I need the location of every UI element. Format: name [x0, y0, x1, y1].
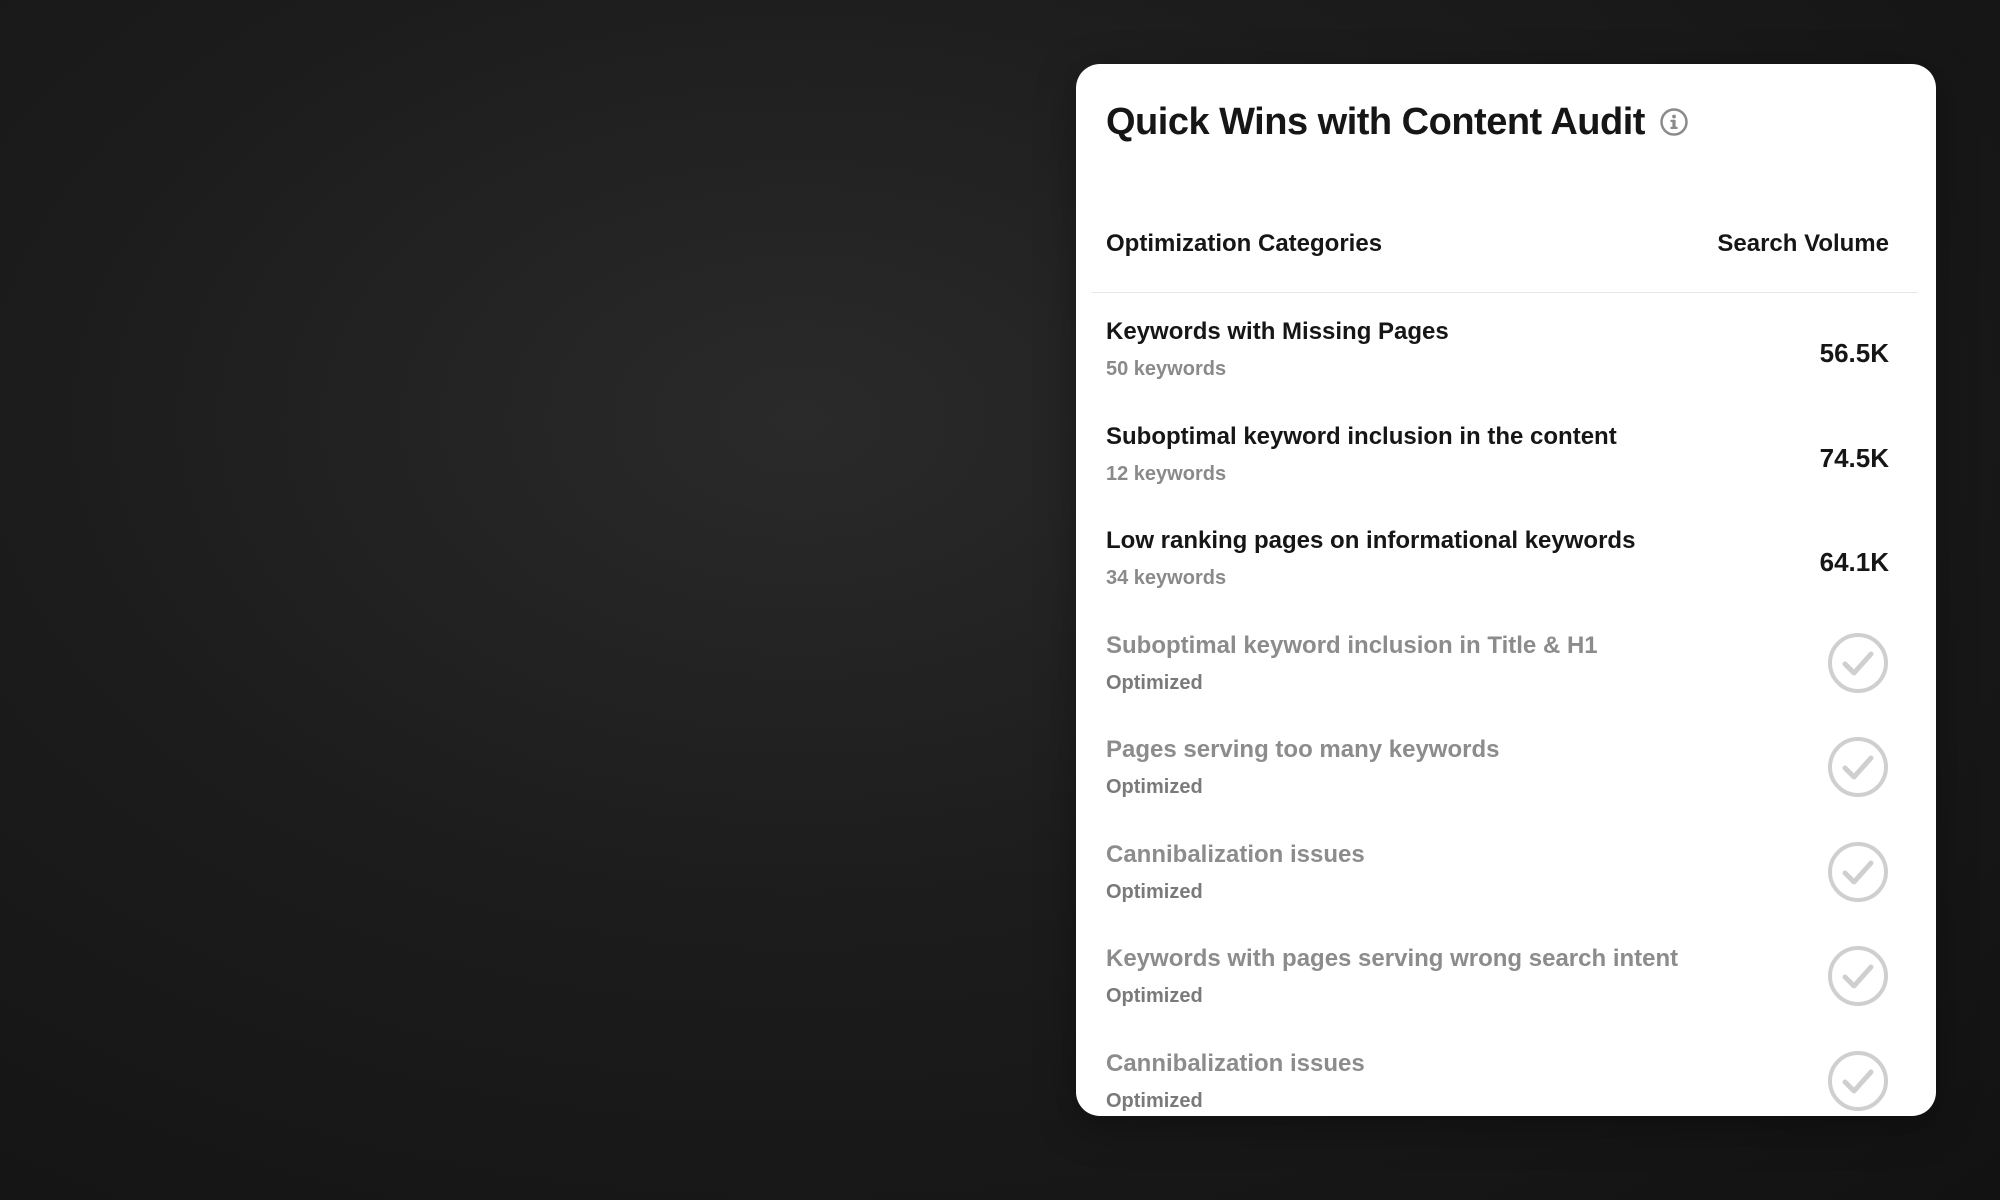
row-title: Suboptimal keyword inclusion in the content	[1106, 422, 1617, 450]
row-title: Low ranking pages on informational keywords	[1106, 527, 1636, 554]
list-item[interactable]	[1106, 632, 1889, 737]
check-circle-icon	[1827, 945, 1889, 1007]
list-item[interactable]	[1106, 736, 1889, 841]
card-title: Quick Wins with Content Audit	[1106, 100, 1645, 143]
list-item[interactable]	[1106, 423, 1889, 528]
check-circle-icon	[1827, 736, 1889, 798]
row-keyword-count: 12 keywords	[1106, 462, 1227, 485]
list-item[interactable]	[1106, 1050, 1889, 1155]
list-item[interactable]	[1106, 527, 1889, 632]
row-status: Optimized	[1106, 776, 1203, 798]
row-search-volume: 64.1K	[1819, 547, 1889, 577]
column-header-categories[interactable]: Optimization Categories	[1106, 230, 1383, 257]
row-title: Cannibalization issues	[1106, 1049, 1365, 1077]
row-status: Optimized	[1106, 985, 1203, 1007]
content-audit-card	[1076, 64, 1936, 1116]
list-item[interactable]	[1106, 945, 1889, 1050]
row-status: Optimized	[1106, 671, 1203, 694]
row-title: Keywords with pages serving wrong search intent	[1106, 945, 1679, 972]
check-circle-icon	[1827, 841, 1889, 903]
check-circle-icon	[1827, 1050, 1889, 1112]
row-title: Keywords with Missing Pages	[1106, 318, 1449, 345]
row-keyword-count: 50 keywords	[1106, 358, 1227, 380]
column-header-search-volume[interactable]: Search Volume	[1717, 230, 1889, 257]
check-circle-icon	[1827, 632, 1889, 694]
row-title: Suboptimal keyword inclusion in Title & H1	[1106, 631, 1598, 659]
row-title: Pages serving too many keywords	[1106, 736, 1500, 763]
row-title: Cannibalization issues	[1106, 840, 1365, 868]
row-keyword-count: 34 keywords	[1106, 567, 1227, 589]
category-list	[1106, 318, 1889, 1154]
card-header	[1106, 94, 1689, 150]
list-item[interactable]	[1106, 318, 1889, 423]
list-item[interactable]	[1106, 841, 1889, 946]
row-status: Optimized	[1106, 880, 1203, 903]
header-divider	[1092, 292, 1918, 293]
info-icon[interactable]	[1659, 107, 1689, 137]
row-status: Optimized	[1106, 1089, 1203, 1112]
row-search-volume: 74.5K	[1819, 442, 1889, 473]
row-search-volume: 56.5K	[1819, 338, 1889, 368]
column-header-row	[1106, 230, 1889, 258]
